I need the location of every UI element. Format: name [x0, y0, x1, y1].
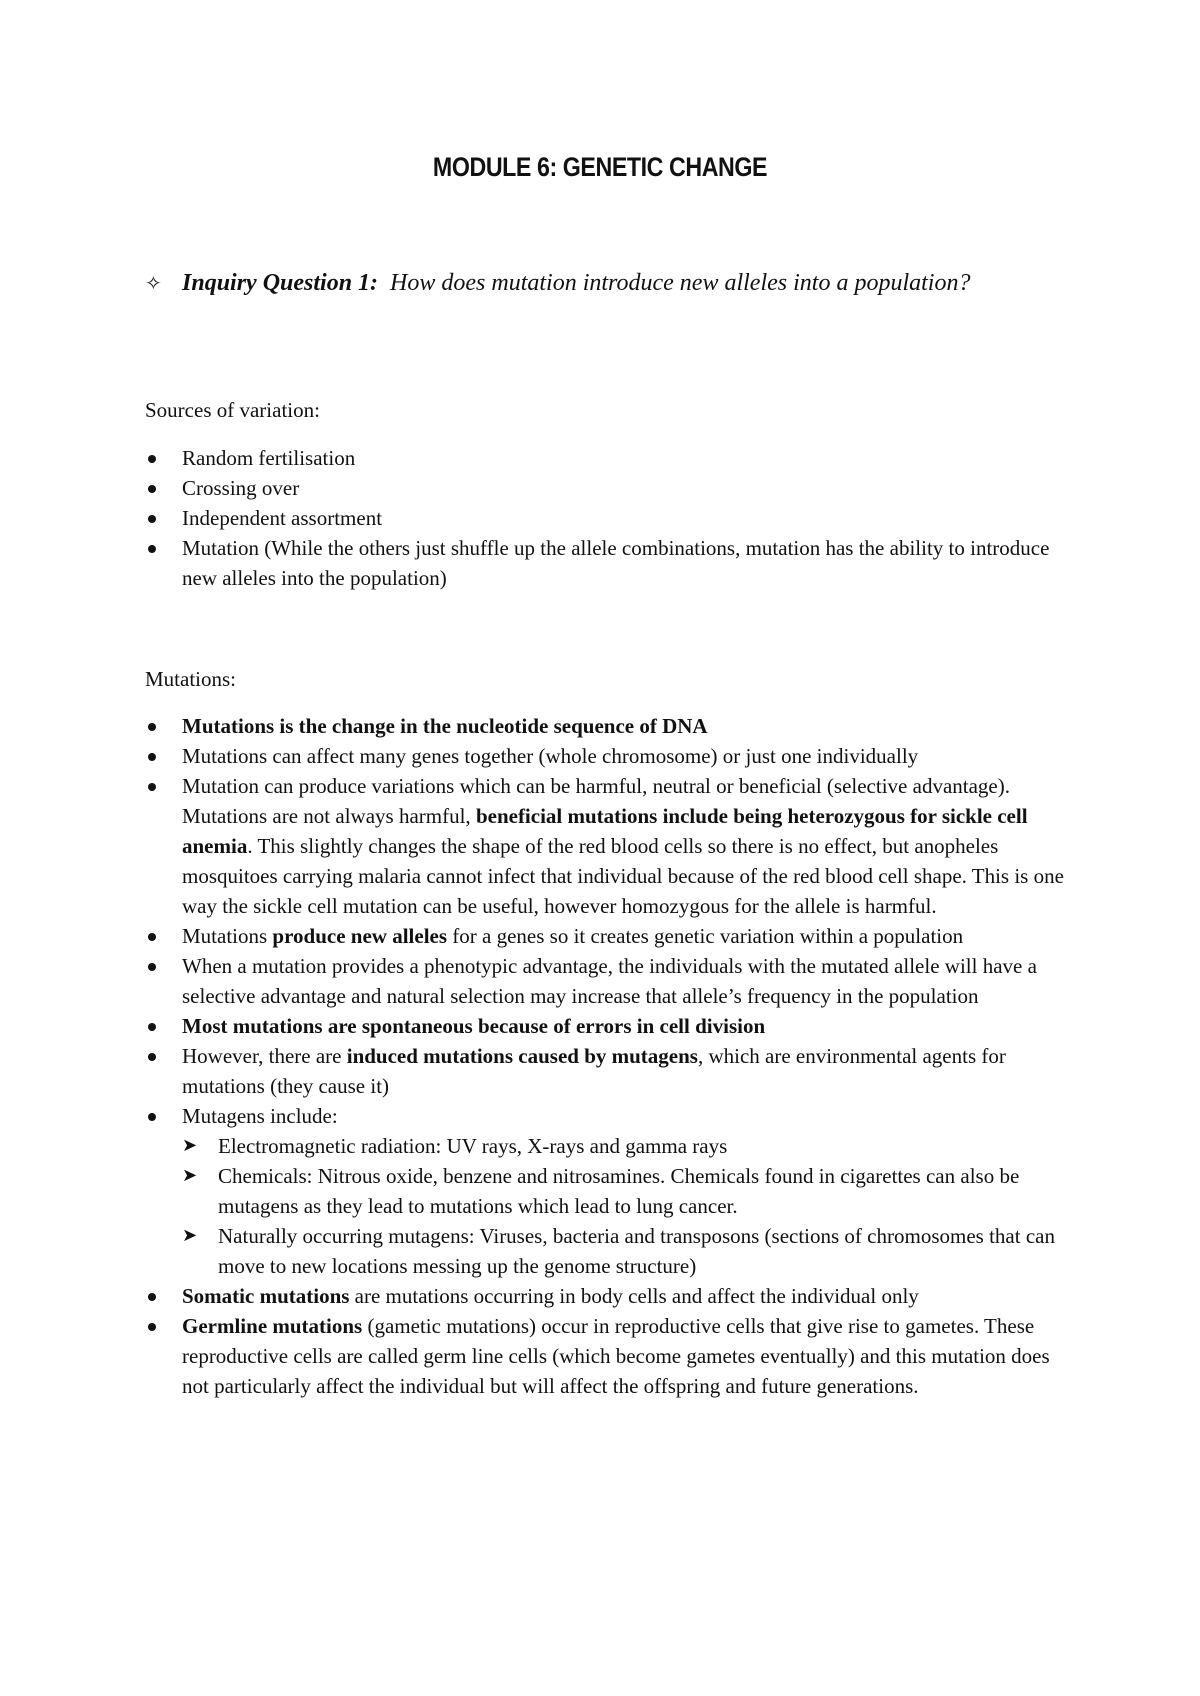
bullet-icon	[148, 1053, 156, 1061]
arrow-bullet-icon: ➤	[182, 1225, 198, 1246]
list-item: Independent assortment	[145, 503, 1075, 533]
inquiry-question-text: How does mutation introduce new alleles into a population?	[390, 270, 971, 296]
mutagens-sublist	[182, 1131, 1075, 1281]
list-item: Germline mutations (gametic mutations) occur in reproductive cells that give rise to gametes. These reproductive cells are called germ line cells (which become gametes eventually) and this mutation does not particularly affect the individual but will affect the offspring and future generations.	[145, 1311, 1075, 1401]
bullet-icon	[148, 1293, 156, 1301]
list-item: When a mutation provides a phenotypic advantage, the individuals with the mutated allele will have a selective advantage and natural selection may increase that allele’s frequency in the population	[145, 951, 1075, 1011]
mutations-list	[145, 711, 1075, 1401]
list-item: Mutations produce new alleles for a genes so it creates genetic variation within a population	[145, 921, 1075, 951]
bullet-icon	[148, 1323, 156, 1331]
variation-heading: Sources of variation:	[145, 398, 320, 422]
bullet-icon	[148, 485, 156, 493]
variation-list	[145, 443, 1075, 593]
bullet-icon	[148, 1023, 156, 1031]
bullet-icon	[148, 723, 156, 731]
list-item: Mutations can affect many genes together (whole chromosome) or just one individually	[145, 741, 1075, 771]
bullet-icon	[148, 515, 156, 523]
inquiry-question	[145, 265, 1065, 301]
bullet-icon	[148, 783, 156, 791]
mutations-heading: Mutations:	[145, 667, 237, 691]
bullet-icon	[148, 753, 156, 761]
sub-list-item: ➤ Electromagnetic radiation: UV rays, X-rays and gamma rays	[182, 1131, 1075, 1161]
list-item: Mutations is the change in the nucleotide sequence of DNA	[145, 711, 1075, 741]
bullet-icon	[148, 545, 156, 553]
list-item: Somatic mutations are mutations occurring in body cells and affect the individual only	[145, 1281, 1075, 1311]
list-item: Mutagens include: ➤ Electromagnetic radiation: UV rays, X-rays and gamma rays ➤ Chemicals: Nitrous oxide, benzene and nitrosamines. Chemicals found in cigarettes can also be mutagens as they lead to mutations which lead to lung cancer. ➤ Naturally occurring mutagens: Viruses, bacteria and transposons (sections of chromosomes that can move to new locations messing up the genome structure)	[145, 1101, 1075, 1281]
inquiry-label: Inquiry Question 1:	[182, 270, 379, 296]
list-item: Random fertilisation	[145, 443, 1075, 473]
sub-list-item: ➤ Chemicals: Nitrous oxide, benzene and nitrosamines. Chemicals found in cigarettes can also be mutagens as they lead to mutations which lead to lung cancer.	[182, 1161, 1075, 1221]
list-item: Crossing over	[145, 473, 1075, 503]
bullet-icon	[148, 933, 156, 941]
list-item: Mutation can produce variations which can be harmful, neutral or beneficial (selective advantage). Mutations are not always harmful, beneficial mutations include being heterozygous for sickle cell anemia. This slightly changes the shape of the red blood cells so there is no effect, but anopheles mosquitoes carrying malaria cannot infect that individual because of the red blood cell shape. This is one way the sickle cell mutation can be useful, however homozygous for the allele is harmful.	[145, 771, 1075, 921]
bullet-icon	[148, 963, 156, 971]
page-title: MODULE 6: GENETIC CHANGE	[432, 152, 768, 182]
sub-list-item: ➤ Naturally occurring mutagens: Viruses, bacteria and transposons (sections of chromosomes that can move to new locations messing up the genome structure)	[182, 1221, 1075, 1281]
four-diamond-bullet-icon: ✧	[145, 271, 162, 295]
list-item: Most mutations are spontaneous because of errors in cell division	[145, 1011, 1075, 1041]
list-item: However, there are induced mutations caused by mutagens, which are environmental agents for mutations (they cause it)	[145, 1041, 1075, 1101]
bullet-icon	[148, 455, 156, 463]
arrow-bullet-icon: ➤	[182, 1165, 198, 1186]
list-item: Mutation (While the others just shuffle up the allele combinations, mutation has the ability to introduce new alleles into the population)	[145, 533, 1075, 593]
arrow-bullet-icon: ➤	[182, 1135, 198, 1156]
bullet-icon	[148, 1113, 156, 1121]
